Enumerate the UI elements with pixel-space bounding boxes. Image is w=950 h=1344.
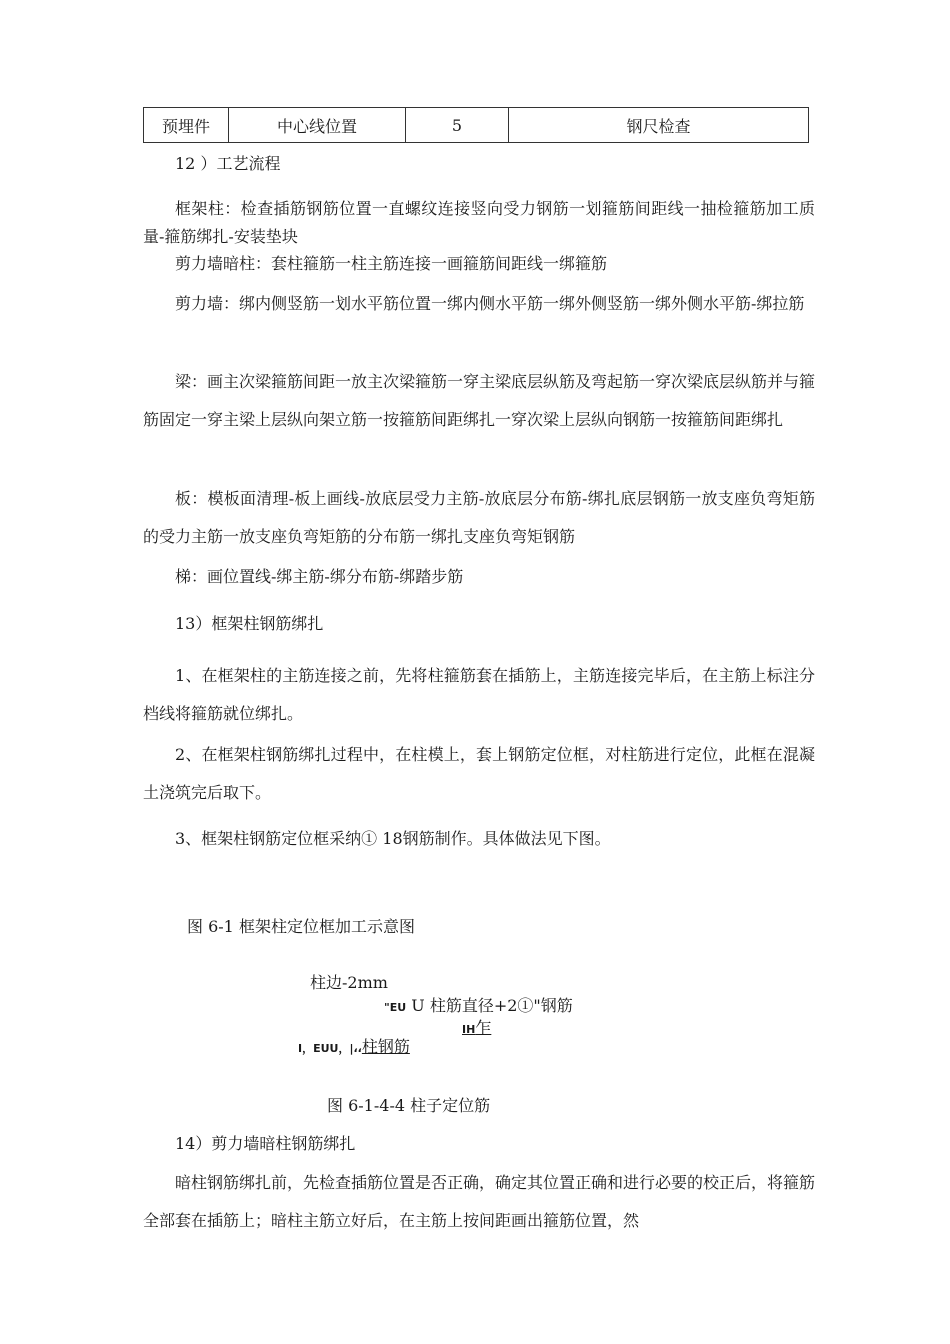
table-cell: 预埋件 [144, 108, 229, 143]
figure-label-column-steel [298, 1034, 410, 1057]
section-heading-12: 12 ）工艺流程 [175, 154, 281, 173]
table-row [144, 108, 809, 143]
table-cell: 5 [406, 108, 509, 143]
figure-label-dia-text: U 柱筋直径+2①"钢筋 [406, 996, 573, 1015]
inspection-table [143, 107, 809, 143]
figure-label-left-small: I，EUU，|،، [298, 1042, 362, 1055]
figure-label-diameter [384, 993, 573, 1016]
figure-label-edge: 柱边-2mm [310, 973, 388, 992]
section-heading-14: 14）剪力墙暗柱钢筋绑扎 [175, 1134, 356, 1153]
figure-label-ih-text: 乍 [475, 1018, 492, 1037]
figure-label-prefix: "EU [384, 1001, 407, 1014]
table-cell: 中心线位置 [229, 108, 406, 143]
paragraph-item-1: 1、在框架柱的主筋连接之前，先将柱箍筋套在插筋上，主筋连接完毕后，在主筋上标注分档线将箍筋就位绑扎。 [143, 666, 815, 723]
paragraph-shear-wall-column: 剪力墙暗柱：套柱箍筋一柱主筋连接一画箍筋间距线一绑箍筋 [175, 254, 608, 273]
paragraph-frame-column: 框架柱：检查插筋钢筋位置一直螺纹连接竖向受力钢筋一划箍筋间距线一抽检箍筋加工质量-箍筋绑扎-安装垫块 [143, 199, 815, 246]
figure-label-ih [462, 1015, 491, 1038]
paragraph-last: 暗柱钢筋绑扎前，先检查插筋位置是否正确，确定其位置正确和进行必要的校正后，将箍筋全部套在插筋上；暗柱主筋立好后，在主筋上按间距画出箍筋位置，然 [143, 1173, 816, 1230]
figure-label-ih-small: IH [462, 1023, 476, 1036]
figure-label-col-steel-text: 柱钢筋 [361, 1037, 410, 1056]
figure-caption-6-1: 图 6-1 框架柱定位框加工示意图 [187, 917, 415, 936]
paragraph-stair: 梯：画位置线-绑主筋-绑分布筋-绑踏步筋 [175, 567, 464, 586]
paragraph-slab: 板：模板面清理-板上画线-放底层受力主筋-放底层分布筋-绑扎底层钢筋一放支座负弯矩筋的受力主筋一放支座负弯矩筋的分布筋一绑扎支座负弯矩钢筋 [143, 489, 815, 546]
paragraph-beam: 梁：画主次梁箍筋间距一放主次梁箍筋一穿主梁底层纵筋及弯起筋一穿次梁底层纵筋并与箍筋固定一穿主梁上层纵向架立筋一按箍筋间距绑扎一穿次梁上层纵向钢筋一按箍筋间距绑扎 [143, 372, 816, 429]
figure-caption-6-1-4-4: 图 6-1-4-4 柱子定位筋 [327, 1096, 491, 1115]
paragraph-item-2: 2、在框架柱钢筋绑扎过程中，在柱模上，套上钢筋定位框，对柱筋进行定位，此框在混凝土浇筑完后取下。 [143, 745, 815, 802]
table-cell: 钢尺检查 [509, 108, 809, 143]
paragraph-shear-wall: 剪力墙：绑内侧竖筋一划水平筋位置一绑内侧水平筋一绑外侧竖筋一绑外侧水平筋-绑拉筋 [175, 294, 805, 313]
paragraph-item-3: 3、框架柱钢筋定位框采纳① 18钢筋制作。具体做法见下图。 [175, 829, 611, 848]
section-heading-13: 13）框架柱钢筋绑扎 [175, 614, 324, 633]
